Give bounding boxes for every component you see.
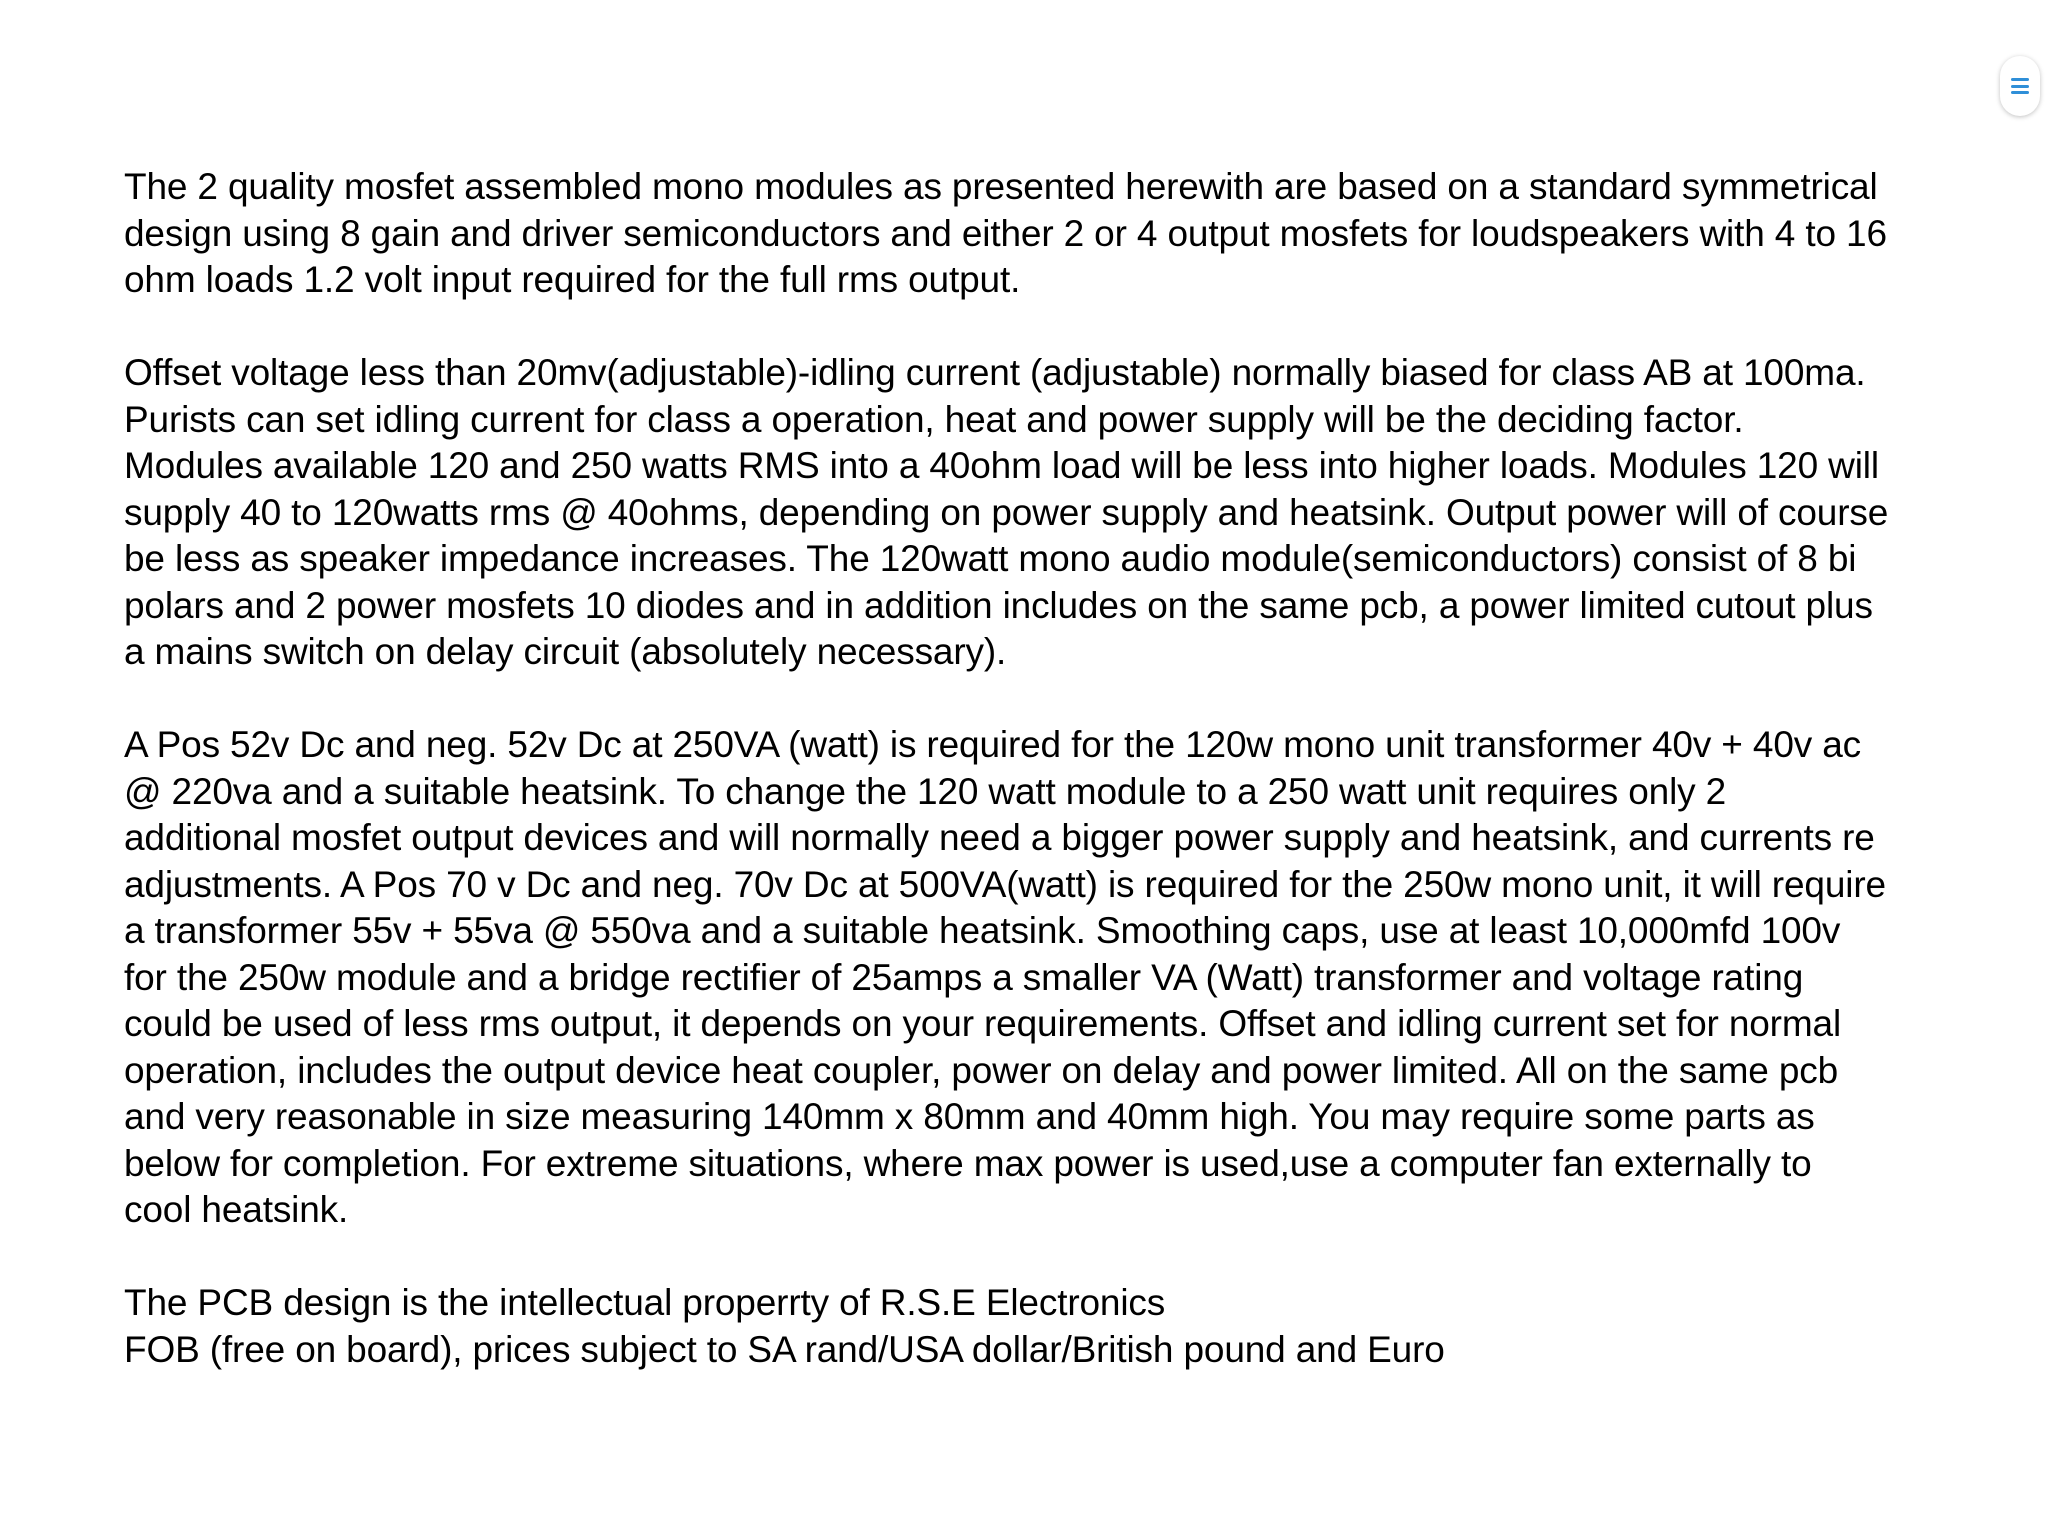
text-line: Purists can set idling current for class a operation, heat and power supply will be the deciding factor.	[124, 398, 1744, 440]
document-body	[124, 164, 2004, 1420]
paragraph-power-supply-requirements	[124, 722, 2004, 1234]
text-line: adjustments. A Pos 70 v Dc and neg. 70v Dc at 500VA(watt) is required for the 250w mono unit, it will require	[124, 863, 1886, 905]
text-line: The 2 quality mosfet assembled mono modules as presented herewith are based on a standard symmetrical	[124, 166, 1878, 207]
text-line: ohm loads 1.2 volt input required for the full rms output.	[124, 259, 1021, 300]
text-line: could be used of less rms output, it depends on your requirements. Offset and idling current set for normal	[124, 1003, 1842, 1044]
text-line: cool heatsink.	[124, 1189, 349, 1230]
text-line: operation, includes the output device heat coupler, power on delay and power limited. All on the same pcb	[124, 1049, 1839, 1091]
text-line: Offset voltage less than 20mv(adjustable)-idling current (adjustable) normally biased for class AB at 100ma.	[124, 352, 1866, 393]
text-line: supply 40 to 120watts rms @ 40ohms, depending on power supply and heatsink. Output power will of course	[124, 491, 1889, 533]
text-line: below for completion. For extreme situations, where max power is used,use a computer fan externally to	[124, 1142, 1812, 1184]
paragraph-offset-and-modules	[124, 350, 2004, 676]
text-line: be less as speaker impedance increases. The 120watt mono audio module(semiconductors) consist of 8 bi	[124, 538, 1857, 579]
text-line: FOB (free on board), prices subject to SA rand/USA dollar/British pound and Euro	[124, 1328, 1445, 1370]
text-line: Modules available 120 and 250 watts RMS into a 40ohm load will be less into higher loads. Modules 120 will	[124, 445, 1879, 486]
text-line: a transformer 55v + 55va @ 550va and a suitable heatsink. Smoothing caps, use at least 10,000mfd 100v	[124, 910, 1841, 951]
text-line: a mains switch on delay circuit (absolutely necessary).	[124, 631, 1007, 672]
menu-button[interactable]	[2000, 56, 2040, 116]
paragraph-modules-overview	[124, 164, 2004, 304]
paragraph-ownership-and-pricing	[124, 1280, 2004, 1373]
text-line: and very reasonable in size measuring 140mm x 80mm and 40mm high. You may require some parts as	[124, 1096, 1815, 1137]
text-line: The PCB design is the intellectual properrty of R.S.E Electronics	[124, 1282, 1166, 1323]
text-line: design using 8 gain and driver semiconductors and either 2 or 4 output mosfets for loudspeakers with 4 to 16	[124, 212, 1887, 254]
hamburger-menu-icon	[2011, 78, 2029, 94]
text-line: polars and 2 power mosfets 10 diodes and in addition includes on the same pcb, a power limited cutout plus	[124, 584, 1873, 626]
text-line: A Pos 52v Dc and neg. 52v Dc at 250VA (watt) is required for the 120w mono unit transformer 40v + 40v ac	[124, 724, 1862, 765]
text-line: for the 250w module and a bridge rectifier of 25amps a smaller VA (Watt) transformer and voltage rating	[124, 956, 1804, 998]
text-line: @ 220va and a suitable heatsink. To change the 120 watt module to a 250 watt unit requires only 2	[124, 770, 1727, 812]
text-line: additional mosfet output devices and will normally need a bigger power supply and heatsink, and currents re	[124, 817, 1875, 858]
